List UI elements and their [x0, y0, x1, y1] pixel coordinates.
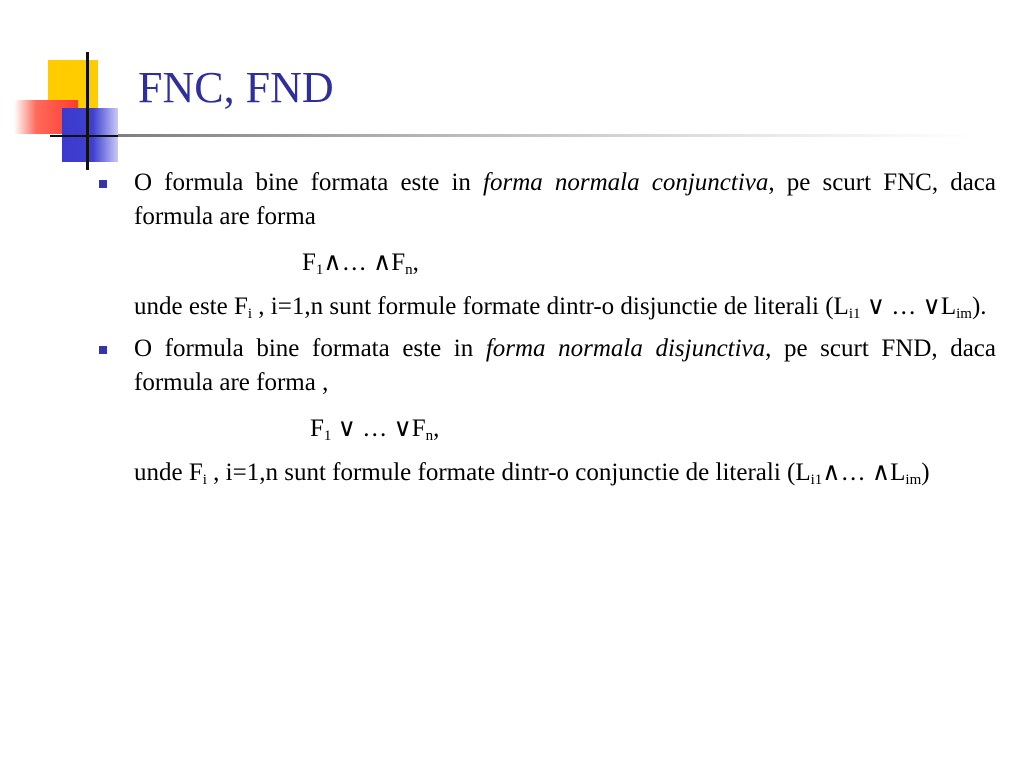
- title-underline-rule: [118, 134, 978, 137]
- bullet-intro: O formula bine formata este in forma normala disjunctiva, pe scurt FND, daca formula are forma ,: [134, 335, 996, 396]
- formula-conjunction: $F_1\wedge\dots$ $\wedge F_n$,: [302, 249, 419, 278]
- logo-vertical-line: [86, 52, 89, 170]
- bullet-item-fnd: [96, 332, 996, 490]
- formula-disjunction: $F_1$ ∨ … $\vee F_n$,: [310, 415, 440, 444]
- bullet-square-icon: [99, 346, 107, 354]
- bullet-intro: O formula bine formata este in forma normala conjunctiva, pe scurt FNC, daca formula are forma: [134, 169, 996, 230]
- bullet-item-fnc: [96, 166, 996, 324]
- bullet-description: unde este $F_i$ , i=1,n sunt formule formate dintr-o disjunctie de literali ($L_{i1}$ ∨ … $\vee L_{im}$).: [134, 293, 987, 322]
- slide-title: FNC, FND: [138, 63, 334, 112]
- bullet-description: unde $F_i$ , i=1,n sunt formule formate dintr-o conjunctie de literali ($L_{i1}\wedge\dots$ $\wedge L_{im}$): [134, 459, 930, 488]
- defined-term: forma normala disjunctiva: [485, 335, 766, 362]
- slide-content: [96, 166, 996, 490]
- bullet-square-icon: [99, 180, 107, 188]
- defined-term: forma normala conjunctiva: [483, 169, 769, 196]
